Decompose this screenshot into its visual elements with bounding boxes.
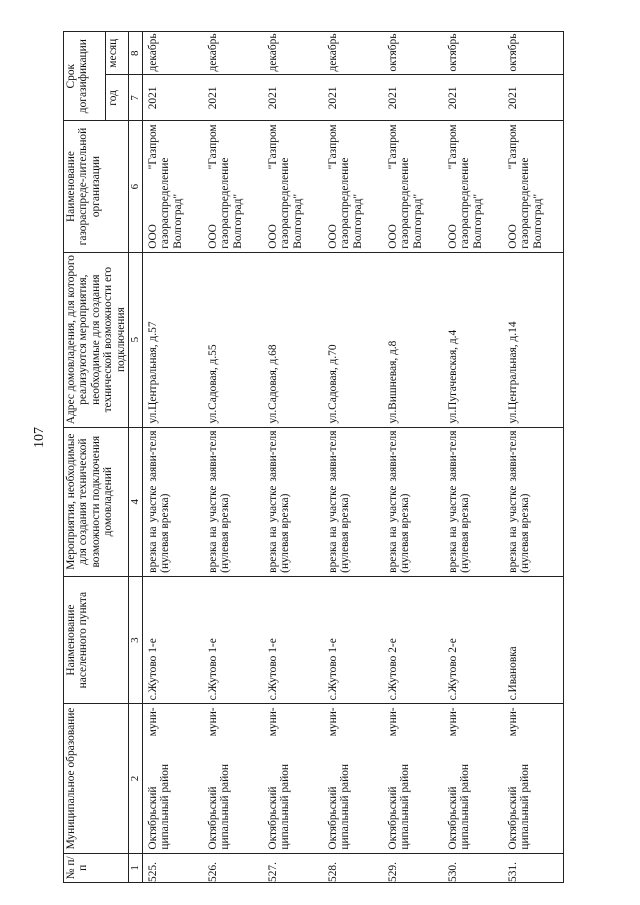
row-settlement: с.Ивановка	[503, 576, 564, 704]
row-organization: ООО "Газпром газораспределение Волгоград"	[323, 121, 383, 252]
row-year: 2021	[443, 75, 503, 121]
row-organization: ООО "Газпром газораспределение Волгоград"	[383, 121, 443, 252]
row-month: декабрь	[263, 32, 323, 75]
row-address: ул.Садовая, д.68	[263, 252, 323, 427]
header-municipality: Муниципальное образование	[64, 704, 129, 853]
row-municipality: Октябрьский муни-ципальный район	[143, 704, 204, 853]
column-number: 2	[129, 704, 143, 853]
row-address: ул.Пугачевская, д.4	[443, 252, 503, 427]
row-organization: ООО "Газпром газораспределение Волгоград"	[503, 121, 564, 252]
header-organization: Наименование газораспреде-лительной организации	[64, 121, 129, 252]
dogazification-table	[63, 31, 564, 883]
table-row	[203, 32, 263, 883]
row-organization: ООО "Газпром газораспределение Волгоград"	[443, 121, 503, 252]
column-number: 5	[129, 252, 143, 427]
row-address: ул.Центральная, д.14	[503, 252, 564, 427]
table-row	[443, 32, 503, 883]
row-organization: ООО "Газпром газораспределение Волгоград"	[263, 121, 323, 252]
row-municipality: Октябрьский муни-ципальный район	[383, 704, 443, 853]
table-row	[323, 32, 383, 883]
row-settlement: с.Жутово 2-е	[383, 576, 443, 704]
header-measures: Мероприятия, необходимые для создания технической возможности подключения домовладений	[64, 427, 129, 576]
row-organization: ООО "Газпром газораспределение Волгоград"	[203, 121, 263, 252]
row-settlement: с.Жутово 1-е	[203, 576, 263, 704]
table-header	[64, 32, 143, 883]
column-number: 6	[129, 121, 143, 252]
row-settlement: с.Жутово 2-е	[443, 576, 503, 704]
row-year: 2021	[383, 75, 443, 121]
row-measure: врезка на участке заяви-теля (нулевая врезка)	[203, 427, 263, 576]
row-municipality: Октябрьский муни-ципальный район	[443, 704, 503, 853]
row-address: ул.Центральная, д.57	[143, 252, 204, 427]
row-municipality: Октябрьский муни-ципальный район	[503, 704, 564, 853]
row-address: ул.Садовая, д.55	[203, 252, 263, 427]
row-number: 530.	[443, 853, 503, 882]
row-address: ул.Садовая, д.70	[323, 252, 383, 427]
table-row	[263, 32, 323, 883]
column-number: 7	[129, 75, 143, 121]
row-year: 2021	[263, 75, 323, 121]
table-row	[383, 32, 443, 883]
header-address: Адрес домовладения, для которого реализуются мероприятия, необходимые для создания технической возможности его подключения	[64, 252, 129, 427]
row-number: 525.	[143, 853, 204, 882]
row-measure: врезка на участке заяви-теля (нулевая врезка)	[143, 427, 204, 576]
row-month: октябрь	[503, 32, 564, 75]
row-month: октябрь	[443, 32, 503, 75]
row-year: 2021	[143, 75, 204, 121]
row-month: декабрь	[143, 32, 204, 75]
row-municipality: Октябрьский муни-ципальный район	[203, 704, 263, 853]
rotated-table-container	[63, 31, 611, 883]
column-number-row	[129, 32, 143, 883]
row-number: 529.	[383, 853, 443, 882]
row-settlement: с.Жутово 1-е	[263, 576, 323, 704]
row-month: декабрь	[203, 32, 263, 75]
column-number: 4	[129, 427, 143, 576]
row-measure: врезка на участке заяви-теля (нулевая врезка)	[263, 427, 323, 576]
row-number: 528.	[323, 853, 383, 882]
row-year: 2021	[203, 75, 263, 121]
row-measure: врезка на участке заяви-теля (нулевая врезка)	[443, 427, 503, 576]
row-settlement: с.Жутово 1-е	[143, 576, 204, 704]
table-row	[503, 32, 564, 883]
row-year: 2021	[503, 75, 564, 121]
row-month: октябрь	[383, 32, 443, 75]
row-number: 526.	[203, 853, 263, 882]
header-number: № п/п	[64, 853, 129, 882]
row-measure: врезка на участке заяви-теля (нулевая врезка)	[323, 427, 383, 576]
row-year: 2021	[323, 75, 383, 121]
row-municipality: Октябрьский муни-ципальный район	[263, 704, 323, 853]
column-number: 8	[129, 32, 143, 75]
table-row	[143, 32, 204, 883]
header-settlement: Наименование населенного пункта	[64, 576, 129, 704]
row-address: ул.Вишневая, д.8	[383, 252, 443, 427]
row-municipality: Октябрьский муни-ципальный район	[323, 704, 383, 853]
table-body	[143, 32, 564, 883]
header-month: месяц	[105, 32, 128, 75]
row-measure: врезка на участке заяви-теля (нулевая врезка)	[503, 427, 564, 576]
page-number: 107	[32, 427, 47, 448]
column-number: 1	[129, 853, 143, 882]
column-number: 3	[129, 576, 143, 704]
row-measure: врезка на участке заяви-теля (нулевая врезка)	[383, 427, 443, 576]
row-month: декабрь	[323, 32, 383, 75]
row-number: 527.	[263, 853, 323, 882]
header-deadline: Срок догазификации	[64, 32, 106, 121]
row-number: 531.	[503, 853, 564, 882]
row-settlement: с.Жутово 1-е	[323, 576, 383, 704]
row-organization: ООО "Газпром газораспределение Волгоград"	[143, 121, 204, 252]
header-year: год	[105, 75, 128, 121]
